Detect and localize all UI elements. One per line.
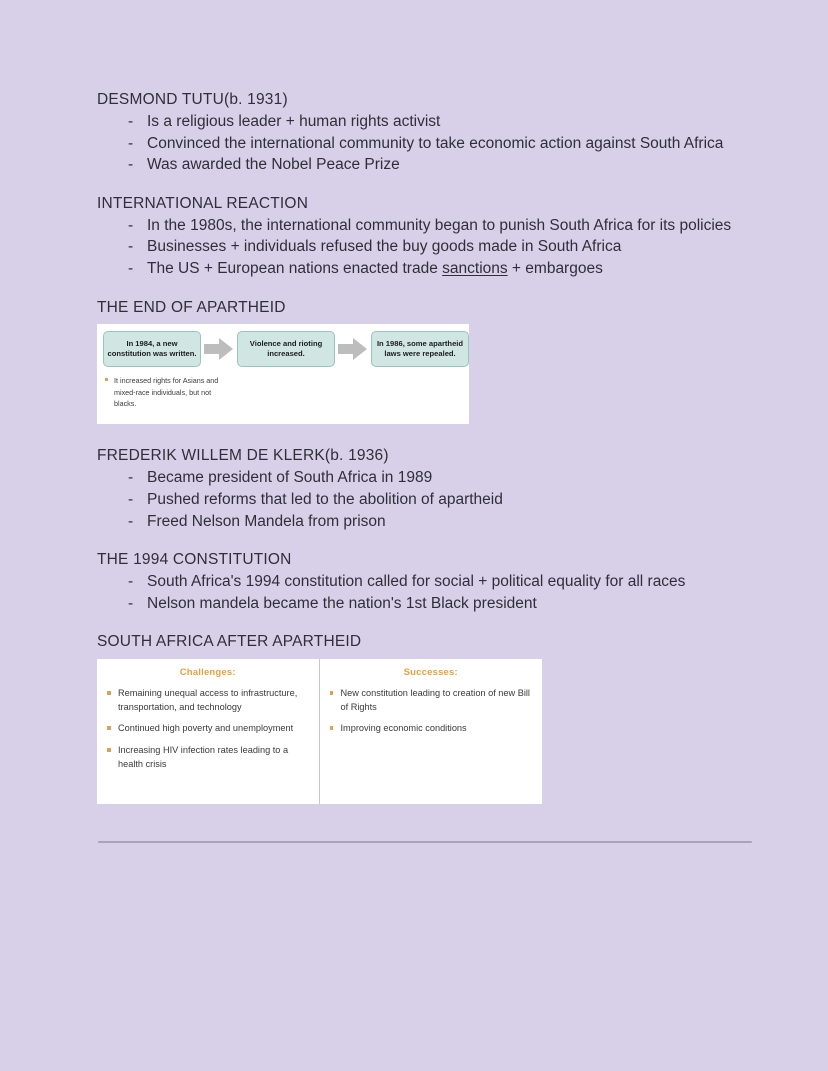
list-item <box>107 687 309 714</box>
notes-content <box>97 90 757 818</box>
flow-chart-note <box>105 375 234 408</box>
bullet-list <box>97 112 757 176</box>
successes-list <box>330 687 533 736</box>
section-heading: THE END OF APARTHEID <box>97 298 286 316</box>
flow-chart-panel <box>97 324 469 424</box>
list-item-text: New constitution leading to creation of new Bill of Rights <box>340 688 530 712</box>
list-item-text: Is a religious leader + human rights activist <box>147 112 441 130</box>
flow-chart-note-text: It increased rights for Asians and mixed-race individuals, but not blacks. <box>114 376 219 408</box>
table-column-successes <box>320 659 543 804</box>
list-item-text: Businesses + individuals refused the buy goods made in South Africa <box>147 238 622 256</box>
list-item-text: Freed Nelson Mandela from prison <box>147 512 386 530</box>
square-bullet-icon <box>107 726 111 730</box>
dash-marker: - <box>128 112 134 130</box>
list-item <box>97 134 757 155</box>
list-item <box>97 512 757 533</box>
list-item <box>107 722 309 736</box>
dash-marker: - <box>128 156 134 174</box>
section-heading: FREDERIK WILLEM DE KLERK(b. 1936) <box>97 447 389 465</box>
list-item-text: Convinced the international community to take economic action against South Africa <box>147 134 724 152</box>
section-heading: THE 1994 CONSTITUTION <box>97 551 292 569</box>
dash-marker: - <box>128 573 134 591</box>
list-item <box>97 259 757 280</box>
arrow-right-icon <box>204 336 234 362</box>
bullet-list <box>97 572 757 614</box>
challenges-list <box>107 687 309 771</box>
flow-step-3: In 1986, some apartheid laws were repealed. <box>371 331 469 367</box>
keyword-sanctions: sanctions <box>442 259 508 277</box>
list-item <box>97 594 757 615</box>
list-item <box>97 468 757 489</box>
table-column-challenges <box>97 659 320 804</box>
section-1994-constitution <box>97 550 757 614</box>
square-bullet-icon <box>107 748 111 752</box>
section-after-apartheid <box>97 632 757 804</box>
arrow-right-icon <box>338 336 368 362</box>
dash-marker: - <box>128 134 134 152</box>
column-header: Challenges: <box>179 667 236 679</box>
flow-step-1: In 1984, a new constitution was written. <box>103 331 201 367</box>
section-international-reaction <box>97 194 757 280</box>
list-item-text: Continued high poverty and unemployment <box>118 723 294 734</box>
bullet-list <box>97 468 757 532</box>
list-item-text-after: + embargoes <box>507 259 603 277</box>
list-item-text: In the 1980s, the international community began to punish South Africa for its policies <box>147 216 732 234</box>
dash-marker: - <box>128 512 134 530</box>
list-item-text: Remaining unequal access to infrastructure, transportation, and technology <box>118 688 298 712</box>
list-item <box>330 687 533 714</box>
list-item <box>330 722 533 736</box>
bullet-list <box>97 216 757 280</box>
dash-marker: - <box>128 259 134 277</box>
list-item-text: Improving economic conditions <box>340 723 467 734</box>
dash-marker: - <box>128 469 134 487</box>
square-bullet-icon <box>105 378 108 381</box>
square-bullet-icon <box>330 691 334 695</box>
list-item <box>97 112 757 133</box>
list-item-text: Increasing HIV infection rates leading to a health crisis <box>118 745 289 769</box>
list-item-text: Was awarded the Nobel Peace Prize <box>147 156 400 174</box>
list-item-text-before: The US + European nations enacted trade <box>147 259 443 277</box>
list-item-text: Became president of South Africa in 1989 <box>147 469 433 487</box>
dash-marker: - <box>128 216 134 234</box>
section-desmond-tutu <box>97 90 757 176</box>
dash-marker: - <box>128 238 134 256</box>
list-item <box>97 237 757 258</box>
dash-marker: - <box>128 594 134 612</box>
section-heading: INTERNATIONAL REACTION <box>97 194 309 212</box>
flow-chart-row <box>97 329 469 369</box>
list-item-text: Nelson mandela became the nation's 1st Black president <box>147 594 537 612</box>
list-item <box>97 490 757 511</box>
horizontal-divider <box>98 841 752 843</box>
flow-step-2: Violence and rioting increased. <box>237 331 335 367</box>
list-item <box>97 155 757 176</box>
section-heading: DESMOND TUTU(b. 1931) <box>97 91 288 108</box>
list-item <box>97 216 757 237</box>
column-header: Successes: <box>403 667 458 679</box>
list-item <box>97 572 757 593</box>
list-item-text: South Africa's 1994 constitution called for social + political equality for all races <box>147 573 686 591</box>
section-end-of-apartheid <box>97 298 757 425</box>
section-heading: SOUTH AFRICA AFTER APARTHEID <box>97 633 362 651</box>
list-item-text: Pushed reforms that led to the abolition of apartheid <box>147 490 503 508</box>
square-bullet-icon <box>330 726 334 730</box>
comparison-table <box>97 659 542 804</box>
section-de-klerk <box>97 446 757 532</box>
list-item <box>107 744 309 771</box>
square-bullet-icon <box>107 691 111 695</box>
dash-marker: - <box>128 490 134 508</box>
